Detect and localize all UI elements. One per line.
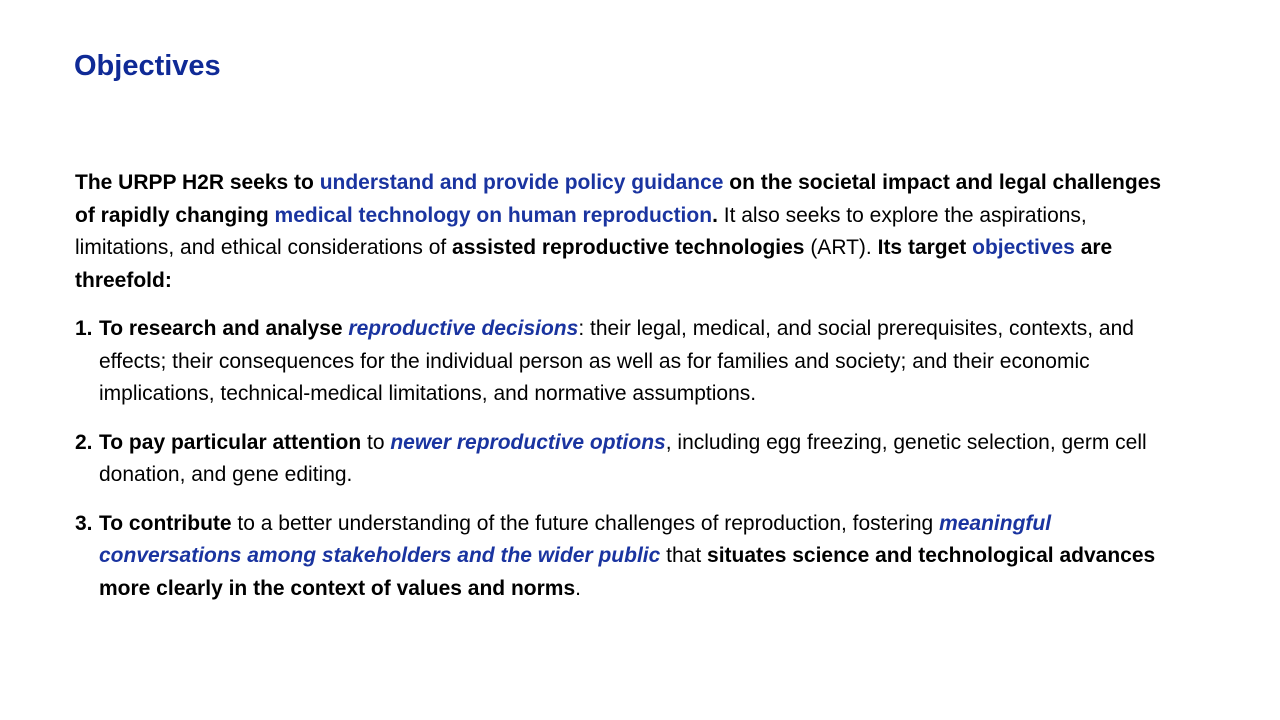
objective-number: 1. xyxy=(75,317,93,340)
intro-text: (ART). xyxy=(804,236,878,259)
objective-text: . xyxy=(575,576,581,600)
objective-number: 3. xyxy=(75,511,93,535)
objective-lead: To contribute xyxy=(99,511,232,535)
intro-highlight-art: assisted reproductive technologies xyxy=(452,236,805,259)
objective-text: to xyxy=(361,430,391,454)
intro-highlight-policy-guidance: understand and provide policy guidance xyxy=(319,171,724,194)
intro-text: on the societal impact and legal challenges of rapidly changing xyxy=(75,171,1162,227)
intro-text: It also seeks to explore the aspirations, limitations, and ethical considerations of xyxy=(75,203,1087,259)
intro-text: . xyxy=(712,203,718,227)
objective-highlight: reproductive decisions xyxy=(348,317,579,340)
intro-text: The URPP H2R seeks to xyxy=(75,171,320,194)
intro-highlight-objectives: objectives xyxy=(972,236,1075,259)
objective-lead: To research and analyse xyxy=(99,317,349,340)
objective-highlight: meaningful conversations among stakeholders and the wider public xyxy=(99,511,1052,567)
slide-body xyxy=(75,167,1185,621)
objective-item-3 xyxy=(75,508,1185,606)
objective-lead: To pay particular attention xyxy=(99,430,362,454)
objective-item-1 xyxy=(75,313,1185,411)
objective-emphasis: situates science and technological advances more clearly in the context of values and norms xyxy=(99,544,1156,600)
intro-text: are threefold: xyxy=(75,236,1113,292)
intro-paragraph xyxy=(75,167,1185,297)
intro-highlight-medical-technology: medical technology on human reproduction xyxy=(274,203,713,227)
objective-text: that xyxy=(660,544,708,567)
objective-text: to a better understanding of the future challenges of reproduction, fostering xyxy=(231,511,940,535)
objective-item-2 xyxy=(75,427,1185,492)
intro-text: Its target xyxy=(877,236,973,259)
objective-text: : their legal, medical, and social prerequisites, contexts, and effects; their consequences for the individual person as well as for families and society; and their economic implications, technical-medical limitations, and normative assumptions. xyxy=(99,317,1134,405)
objective-text: , including egg freezing, genetic selection, germ cell donation, and gene editing. xyxy=(99,430,1147,486)
objective-highlight: newer reproductive options xyxy=(390,430,666,454)
objective-number: 2. xyxy=(75,430,93,454)
slide-title: Objectives xyxy=(74,50,221,82)
